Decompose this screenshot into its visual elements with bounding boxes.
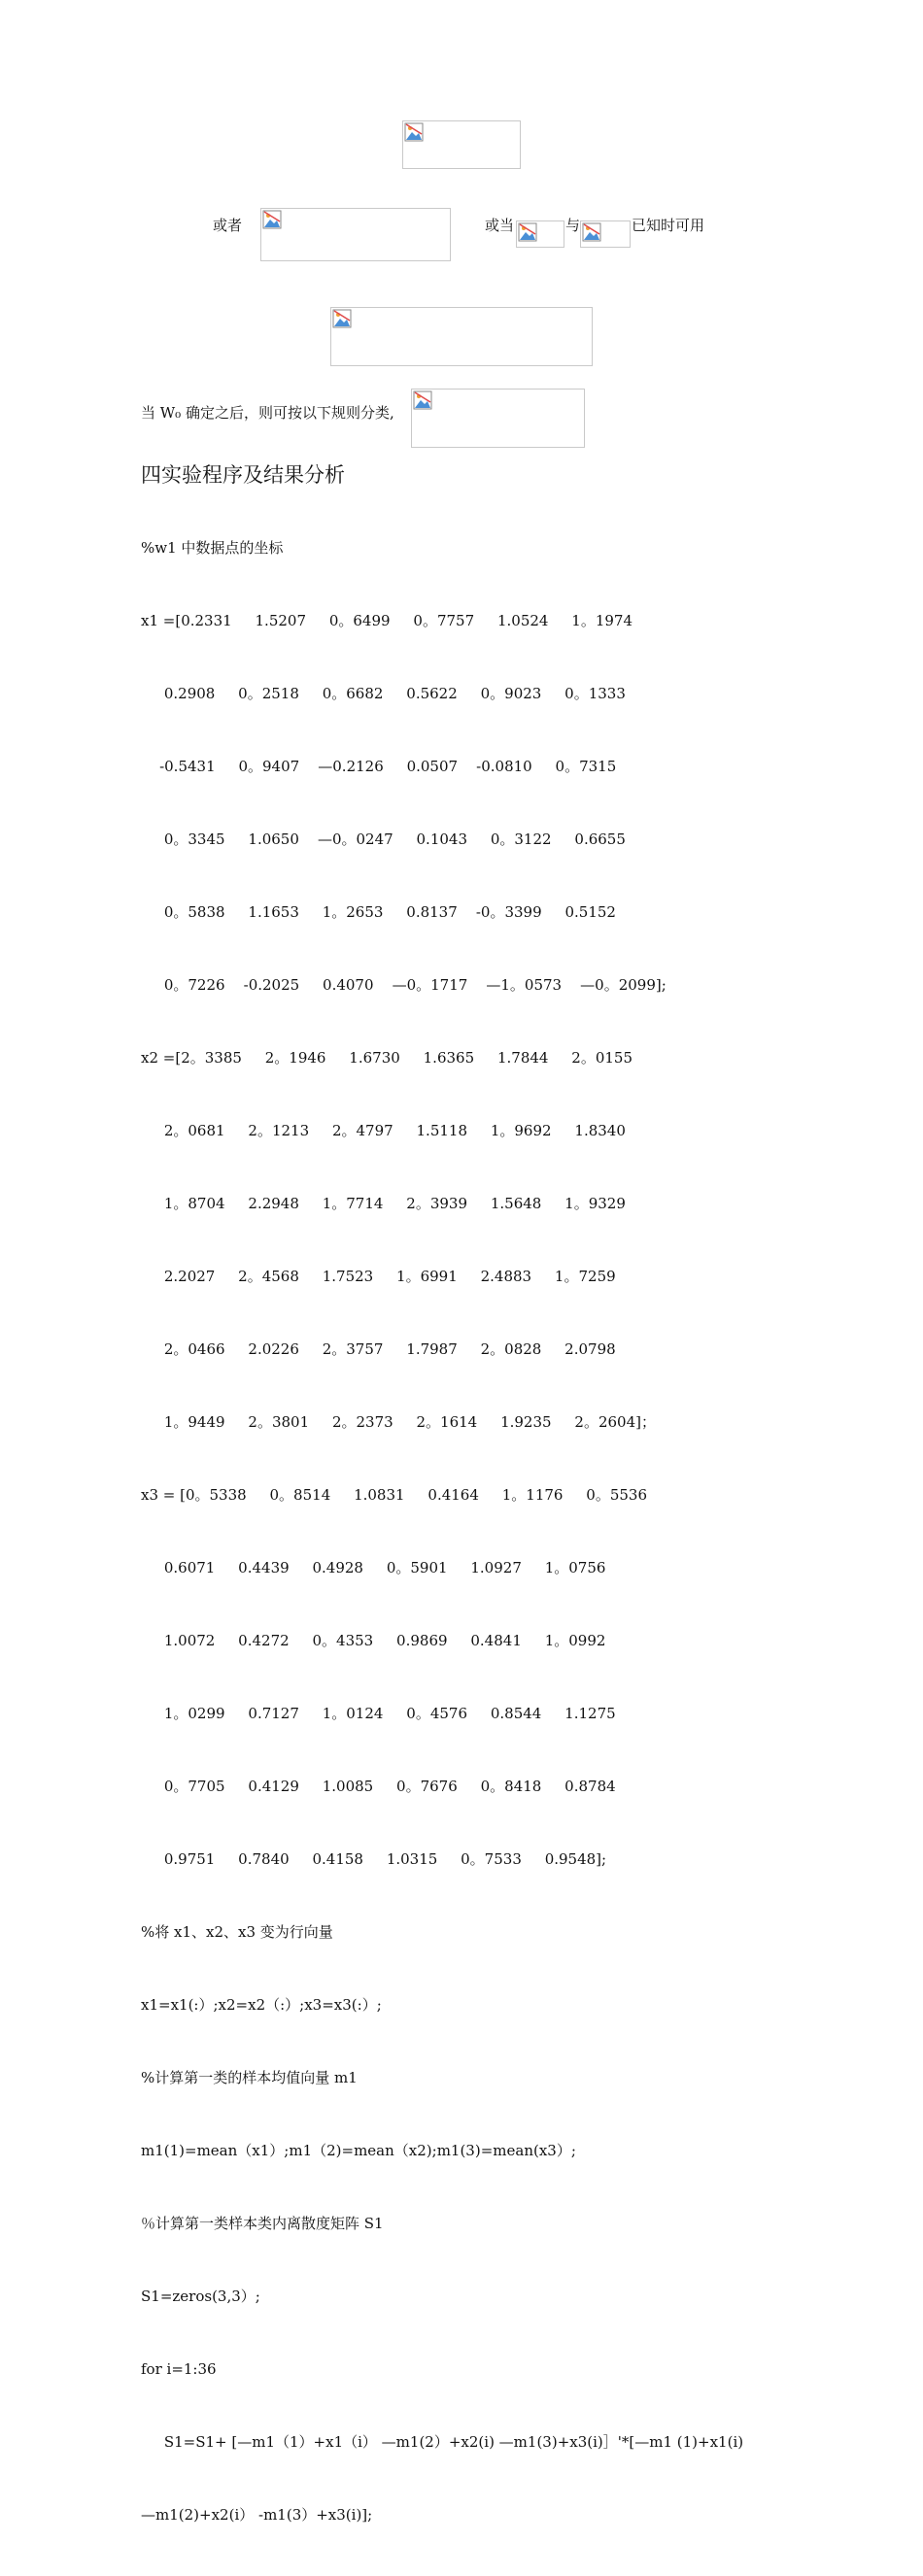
broken-image-icon bbox=[332, 309, 352, 328]
formula-image-1 bbox=[402, 120, 521, 169]
known-usable-label: 已知时可用 bbox=[632, 217, 705, 234]
code-line: —m1(2)+x2(i） -m1(3）+x3(i)]; bbox=[141, 2506, 373, 2524]
or-when-label: 或当 bbox=[485, 217, 515, 234]
code-line: 2。0681 2。1213 2。4797 1.5118 1。9692 1.8340 bbox=[141, 1122, 626, 1139]
code-line: %将 x1、x2、x3 变为行向量 bbox=[141, 1923, 333, 1941]
code-line: 0.9751 0.7840 0.4158 1.0315 0。7533 0.9548]; bbox=[141, 1850, 607, 1868]
code-line: m1(1)=mean（x1）;m1（2)=mean（x2);m1(3)=mean(x3）; bbox=[141, 2142, 576, 2159]
broken-image-icon bbox=[518, 222, 537, 242]
code-block bbox=[141, 488, 743, 2576]
and-label: 与 bbox=[565, 217, 581, 234]
code-line: 2.2027 2。4568 1.7523 1。6991 2.4883 1。7259 bbox=[141, 1268, 616, 1285]
code-line: 1。8704 2.2948 1。7714 2。3939 1.5648 1。9329 bbox=[141, 1195, 626, 1212]
or-label: 或者 bbox=[213, 217, 243, 234]
code-line: 0.6071 0.4439 0.4928 0。5901 1.0927 1。0756 bbox=[141, 1559, 606, 1576]
code-line: 0。7705 0.4129 1.0085 0。7676 0。8418 0.8784 bbox=[141, 1778, 616, 1795]
code-line: x1 =[0.2331 1.5207 0。6499 0。7757 1.0524 1。1974 bbox=[141, 612, 633, 629]
code-line: for i=1:36 bbox=[141, 2360, 217, 2378]
broken-image-icon bbox=[262, 210, 282, 229]
code-line: 1.0072 0.4272 0。4353 0.9869 0.4841 1。0992 bbox=[141, 1632, 606, 1649]
classify-rule-text: 当 W₀ 确定之后，则可按以下规则分类, bbox=[141, 404, 394, 422]
code-line: S1=S1+ [—m1（1）+x1（i） —m1(2）+x2(i) —m1(3)+x3(i)］'*[—m1 (1)+x1(i) bbox=[141, 2433, 744, 2451]
code-line: 1。0299 0.7127 1。0124 0。4576 0.8544 1.1275 bbox=[141, 1705, 616, 1722]
code-line: %计算第一类的样本均值向量 m1 bbox=[141, 2069, 358, 2086]
code-line: 0。3345 1.0650 —0。0247 0.1043 0。3122 0.6655 bbox=[141, 830, 626, 848]
broken-image-icon bbox=[582, 222, 601, 242]
code-line: 1。9449 2。3801 2。2373 2。1614 1.9235 2。2604]； bbox=[141, 1413, 656, 1431]
code-line: 0.2908 0。2518 0。6682 0.5622 0。9023 0。1333 bbox=[141, 685, 626, 702]
code-line: 2。0466 2.0226 2。3757 1.7987 2。0828 2.0798 bbox=[141, 1340, 616, 1358]
formula-image-6 bbox=[411, 389, 585, 448]
broken-image-icon bbox=[404, 122, 424, 142]
code-line: 0。7226 -0.2025 0.4070 —0。1717 —1。0573 —0。2099]; bbox=[141, 976, 667, 994]
formula-image-5 bbox=[330, 307, 593, 366]
formula-image-3 bbox=[516, 220, 564, 248]
formula-image-4 bbox=[580, 220, 631, 248]
formula-image-2 bbox=[260, 208, 451, 261]
code-line: ％计算第一类样本类内离散度矩阵 S1 bbox=[141, 2215, 384, 2232]
code-line: x1=x1(:）;x2=x2（:）;x3=x3(:）; bbox=[141, 1996, 382, 2014]
code-line: %w1 中数据点的坐标 bbox=[141, 539, 284, 557]
code-line: 0。5838 1.1653 1。2653 0.8137 -0。3399 0.5152 bbox=[141, 903, 616, 921]
code-line: x2 =[2。3385 2。1946 1.6730 1.6365 1.7844 2。0155 bbox=[141, 1049, 633, 1067]
broken-image-icon bbox=[413, 390, 432, 410]
code-line: -0.5431 0。9407 —0.2126 0.0507 -0.0810 0。7315 bbox=[141, 758, 617, 775]
code-line: S1=zeros(3,3）; bbox=[141, 2288, 260, 2305]
code-line: x3 = [0。5338 0。8514 1.0831 0.4164 1。1176 0。5536 bbox=[141, 1486, 648, 1504]
section-heading: 四实验程序及结果分析 bbox=[141, 463, 345, 487]
